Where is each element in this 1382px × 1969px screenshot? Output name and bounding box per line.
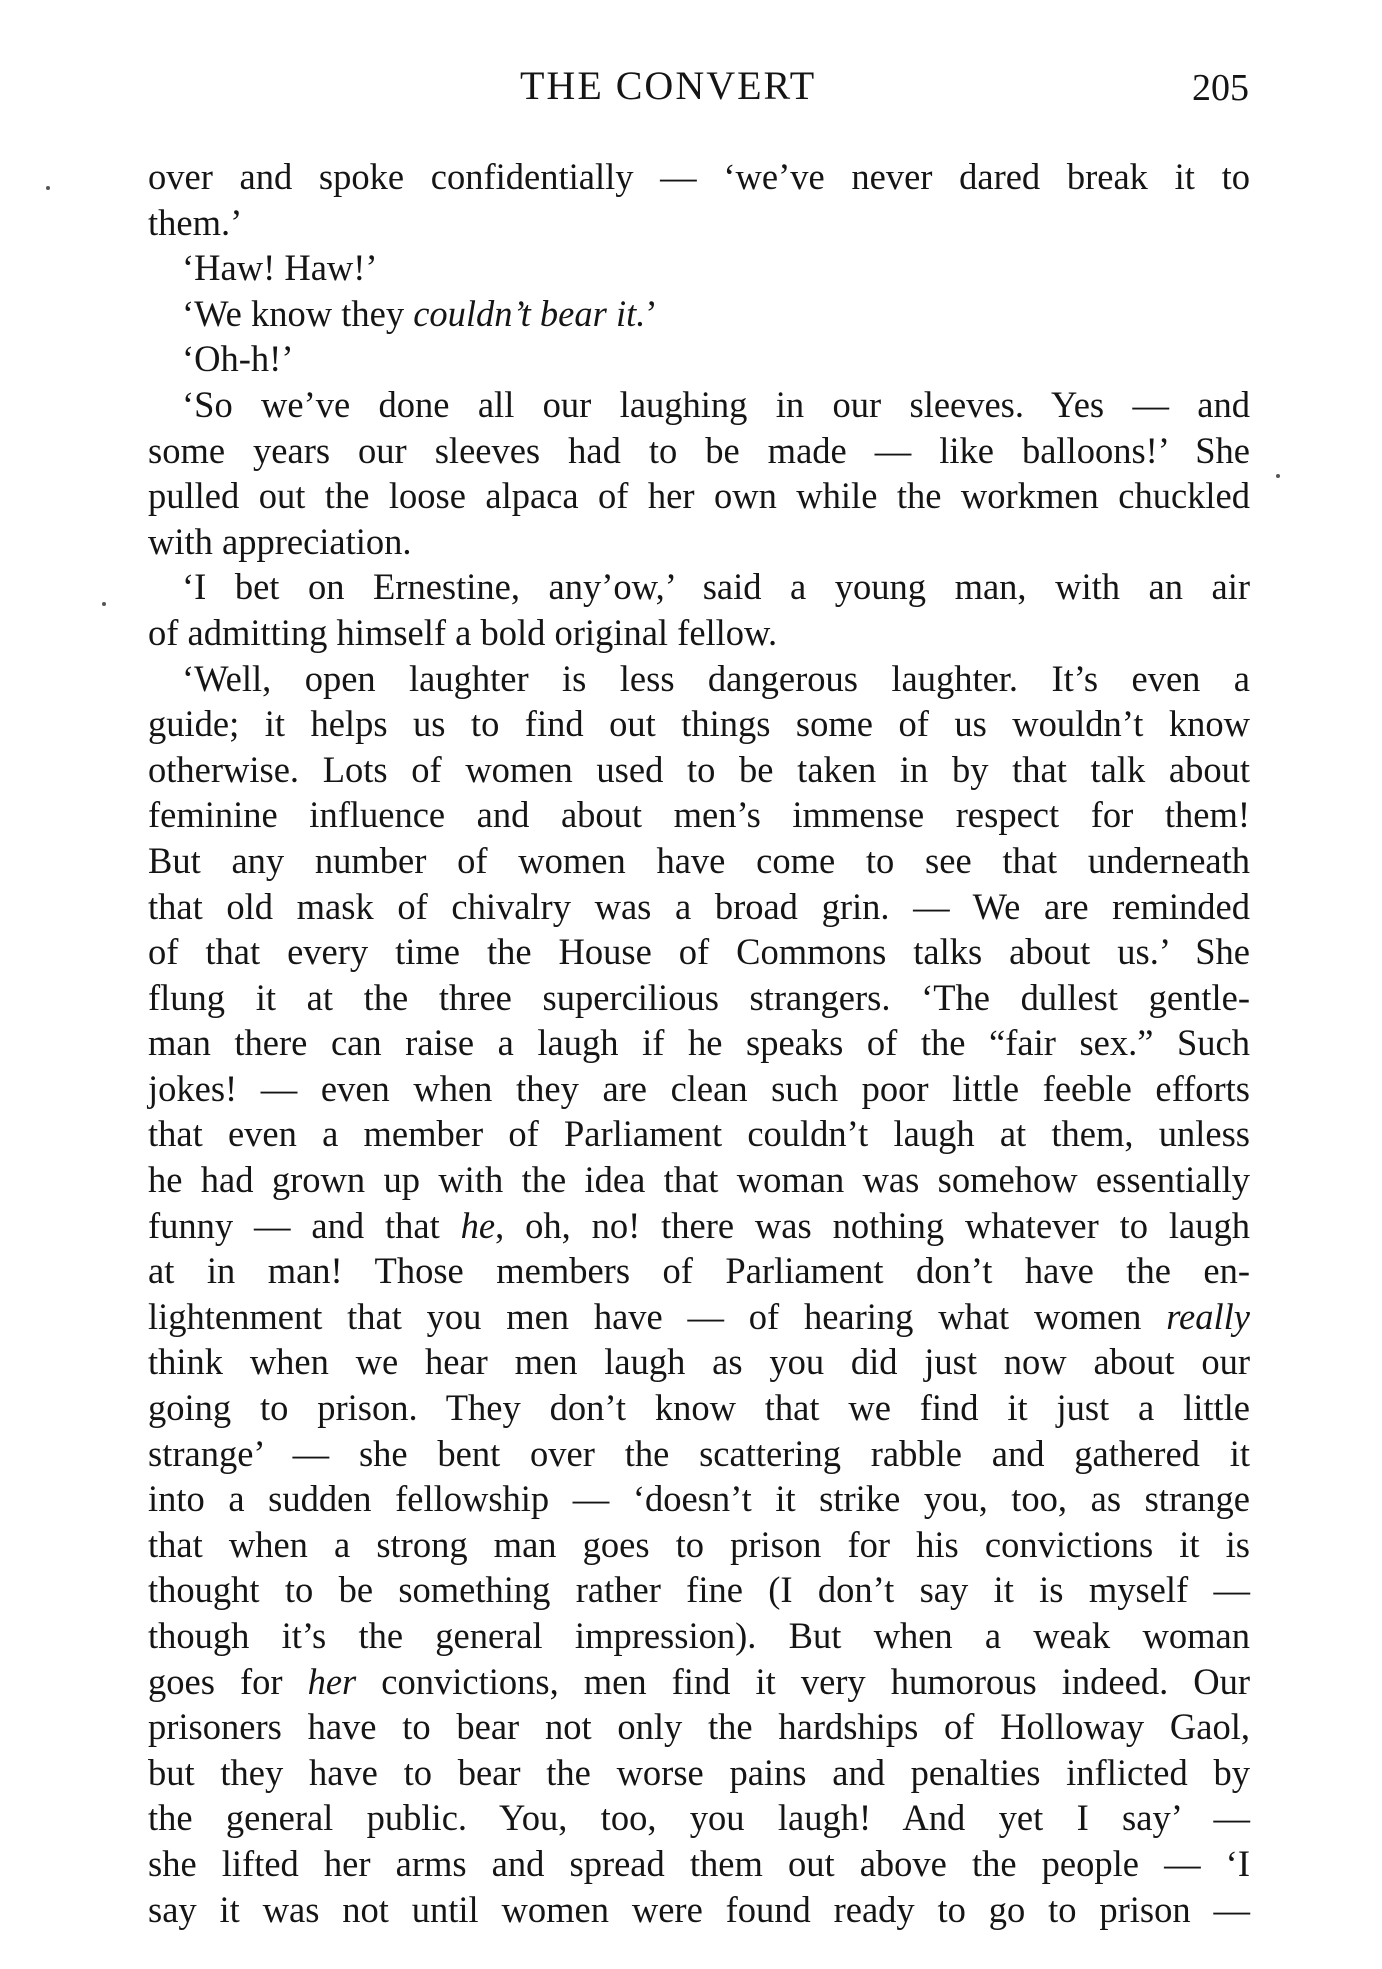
text-line — [148, 154, 1250, 200]
text-line — [148, 1887, 1250, 1933]
text-line — [148, 975, 1250, 1021]
text-line — [148, 792, 1250, 838]
italic-text: he — [460, 1204, 496, 1246]
text-segment: ’ — [645, 292, 658, 334]
body-text — [148, 154, 1250, 1932]
text-segment: but they have to bear the worse pains and penalties inflicted by — [148, 1751, 1250, 1793]
text-line — [148, 1841, 1250, 1887]
text-segment: going to prison. They don’t know that we find it just a little — [148, 1387, 1250, 1429]
text-segment: prisoners have to bear not only the hardships of Holloway Gaol, — [148, 1706, 1250, 1748]
text-line — [148, 564, 1250, 610]
text-segment: ‘Oh-h!’ — [182, 338, 294, 380]
text-line — [148, 473, 1250, 519]
text-line — [148, 701, 1250, 747]
text-line — [148, 519, 1250, 565]
text-segment: flung it at the three supercilious strangers. ‘The dullest gentle- — [148, 976, 1250, 1018]
text-segment: of admitting himself a bold original fellow. — [148, 611, 778, 653]
text-line — [148, 1750, 1250, 1796]
text-segment: some years our sleeves had to be made — like balloons!’ She — [148, 429, 1250, 471]
text-segment: ‘I bet on Ernestine, any’ow,’ said a young man, with an air — [182, 566, 1250, 608]
text-line — [148, 656, 1250, 702]
page-number: 205 — [1192, 67, 1249, 109]
text-line — [148, 1203, 1250, 1249]
text-segment: into a sudden fellowship — ‘doesn’t it strike you, too, as strange — [148, 1478, 1250, 1520]
text-segment: them.’ — [148, 201, 243, 243]
text-line — [148, 1157, 1250, 1203]
text-line — [148, 1567, 1250, 1613]
text-line — [148, 336, 1250, 382]
text-segment: goes for — [148, 1660, 308, 1702]
text-segment: though it’s the general impression). But when a weak woman — [148, 1615, 1250, 1656]
text-segment: funny — and that — [148, 1204, 461, 1246]
text-line — [148, 382, 1250, 428]
italic-text: her — [307, 1660, 357, 1702]
text-segment: strange’ — she bent over the scattering rabble and gathered it — [148, 1432, 1250, 1474]
text-line — [148, 838, 1250, 884]
text-line — [148, 245, 1250, 291]
text-line — [148, 1431, 1250, 1477]
text-line — [148, 1066, 1250, 1112]
text-segment: the general public. You, too, you laugh! And yet I say’ — — [148, 1797, 1250, 1839]
text-segment: pulled out the loose alpaca of her own while the workmen chuckled — [148, 475, 1250, 517]
scan-speck — [102, 602, 106, 606]
text-segment: thought to be something rather fine (I don’t say it is myself — — [148, 1569, 1250, 1611]
text-segment: ‘Well, open laughter is less dangerous laughter. It’s even a — [182, 657, 1250, 699]
text-segment: lightenment that you men have — of hearing what women — [148, 1295, 1167, 1337]
text-segment: with appreciation. — [148, 520, 412, 562]
text-segment: otherwise. Lots of women used to be taken in by that talk about — [148, 748, 1250, 790]
text-line — [148, 747, 1250, 793]
text-segment: she lifted her arms and spread them out above the people — ‘I — [148, 1842, 1250, 1884]
text-segment: feminine influence and about men’s immense respect for them! — [148, 794, 1250, 836]
text-segment: think when we hear men laugh as you did just now about our — [148, 1341, 1250, 1383]
text-segment: that even a member of Parliament couldn’t laugh at them, unless — [148, 1113, 1250, 1155]
text-segment: guide; it helps us to find out things some of us wouldn’t know — [148, 703, 1250, 745]
text-segment: ‘Haw! Haw!’ — [182, 247, 378, 289]
text-segment: jokes! — even when they are clean such poor little feeble efforts — [148, 1067, 1250, 1109]
text-line — [148, 291, 1250, 337]
text-segment: ‘So we’ve done all our laughing in our sleeves. Yes — and — [182, 383, 1250, 425]
text-segment: , oh, no! there was nothing whatever to laugh — [495, 1204, 1250, 1246]
text-segment: But any number of women have come to see that underneath — [148, 839, 1250, 881]
text-line — [148, 1385, 1250, 1431]
text-line — [148, 929, 1250, 975]
text-line — [148, 200, 1250, 246]
text-line — [148, 1020, 1250, 1066]
text-segment: over and spoke confidentially — ‘we’ve never dared break it to — [148, 156, 1250, 197]
text-line — [148, 1111, 1250, 1157]
text-line — [148, 428, 1250, 474]
text-line — [148, 1476, 1250, 1522]
text-line — [148, 884, 1250, 930]
italic-text: really — [1166, 1295, 1250, 1337]
text-line — [148, 610, 1250, 656]
text-segment: he had grown up with the idea that woman was somehow essentially — [148, 1159, 1250, 1201]
text-segment: that when a strong man goes to prison for his convictions it is — [148, 1523, 1250, 1565]
running-header-title: THE CONVERT — [520, 63, 817, 108]
text-segment: that old mask of chivalry was a broad grin. — We are reminded — [148, 885, 1250, 927]
text-segment: say it was not until women were found ready to go to prison — — [148, 1888, 1250, 1930]
text-segment: convictions, men find it very humorous indeed. Our — [356, 1660, 1251, 1702]
text-line — [148, 1339, 1250, 1385]
text-line — [148, 1704, 1250, 1750]
text-line — [148, 1795, 1250, 1841]
italic-text: couldn’t bear it. — [413, 292, 646, 334]
scan-speck — [46, 186, 50, 190]
text-line — [148, 1522, 1250, 1568]
text-line — [148, 1613, 1250, 1659]
text-segment: at in man! Those members of Parliament don’t have the en- — [148, 1250, 1250, 1292]
text-segment: man there can raise a laugh if he speaks of the “fair sex.” Such — [148, 1022, 1250, 1064]
text-segment: of that every time the House of Commons talks about us.’ She — [148, 931, 1250, 973]
text-line — [148, 1659, 1250, 1705]
scan-speck — [1276, 474, 1280, 478]
text-segment: ‘We know they — [182, 292, 414, 334]
text-line — [148, 1294, 1250, 1340]
text-line — [148, 1248, 1250, 1294]
